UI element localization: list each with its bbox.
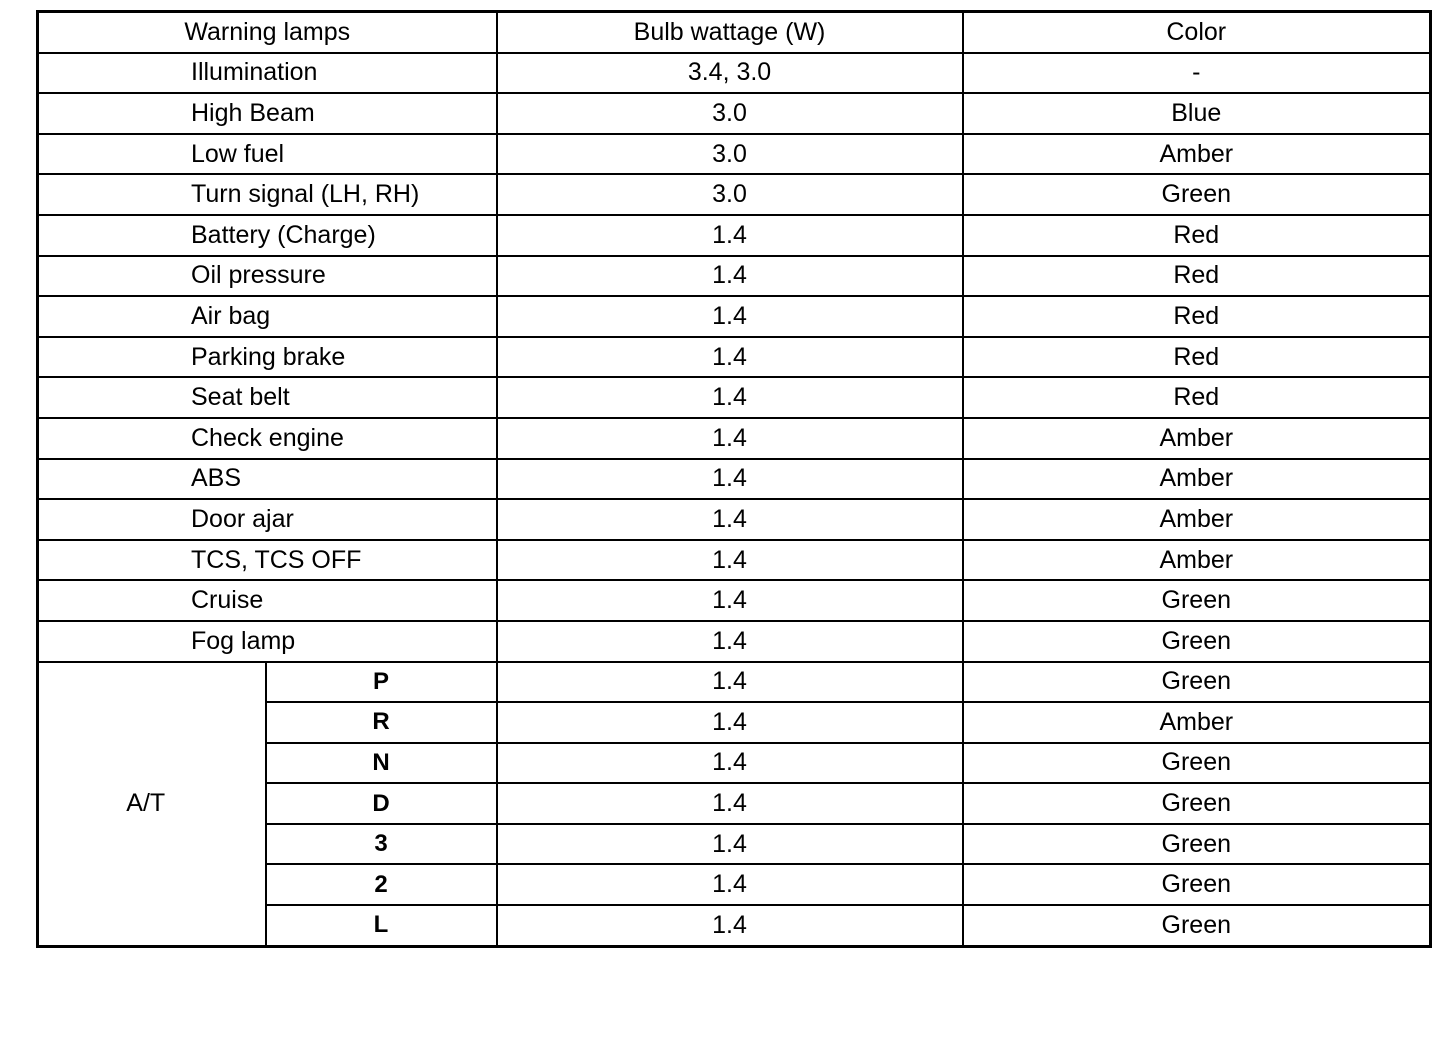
- color-cell: Red: [963, 337, 1431, 378]
- wattage-cell: 1.4: [497, 377, 963, 418]
- color-cell: Green: [963, 864, 1431, 905]
- gear-position-cell: R: [266, 702, 497, 743]
- lamp-name-cell: Cruise: [38, 580, 497, 621]
- table-row: [38, 296, 1431, 337]
- lamp-name-cell: Parking brake: [38, 337, 497, 378]
- table-row: [38, 662, 1431, 703]
- gear-position-cell: P: [266, 662, 497, 703]
- lamp-name-cell: ABS: [38, 459, 497, 500]
- wattage-cell: 1.4: [497, 621, 963, 662]
- color-cell: Amber: [963, 702, 1431, 743]
- color-cell: Red: [963, 296, 1431, 337]
- table-row: [38, 93, 1431, 134]
- color-cell: Amber: [963, 418, 1431, 459]
- table-row: [38, 215, 1431, 256]
- wattage-cell: 1.4: [497, 337, 963, 378]
- wattage-cell: 1.4: [497, 824, 963, 865]
- lamp-name-cell: Check engine: [38, 418, 497, 459]
- color-cell: Green: [963, 743, 1431, 784]
- lamp-name-cell: High Beam: [38, 93, 497, 134]
- wattage-cell: 1.4: [497, 418, 963, 459]
- gear-position-cell: N: [266, 743, 497, 784]
- color-cell: Green: [963, 662, 1431, 703]
- header-warning-lamps: Warning lamps: [38, 12, 497, 53]
- wattage-cell: 3.0: [497, 174, 963, 215]
- lamp-name-cell: Air bag: [38, 296, 497, 337]
- table-row: [38, 134, 1431, 175]
- wattage-cell: 1.4: [497, 499, 963, 540]
- wattage-cell: 1.4: [497, 662, 963, 703]
- wattage-cell: 1.4: [497, 580, 963, 621]
- wattage-cell: 3.0: [497, 93, 963, 134]
- lamp-name-cell: Door ajar: [38, 499, 497, 540]
- lamp-name-cell: Oil pressure: [38, 256, 497, 297]
- table-row: [38, 337, 1431, 378]
- color-cell: Amber: [963, 540, 1431, 581]
- gear-position-cell: D: [266, 783, 497, 824]
- color-cell: Green: [963, 824, 1431, 865]
- table-header-row: [38, 12, 1431, 53]
- table-row: [38, 377, 1431, 418]
- warning-lamp-table: [36, 10, 1432, 948]
- table-row: [38, 418, 1431, 459]
- gear-position-cell: 3: [266, 824, 497, 865]
- wattage-cell: 1.4: [497, 864, 963, 905]
- gear-position-cell: L: [266, 905, 497, 946]
- color-cell: Blue: [963, 93, 1431, 134]
- lamp-name-cell: Turn signal (LH, RH): [38, 174, 497, 215]
- table-row: [38, 499, 1431, 540]
- wattage-cell: 1.4: [497, 905, 963, 946]
- lamp-name-cell: Seat belt: [38, 377, 497, 418]
- wattage-cell: 1.4: [497, 296, 963, 337]
- color-cell: Red: [963, 256, 1431, 297]
- color-cell: -: [963, 53, 1431, 94]
- color-cell: Green: [963, 621, 1431, 662]
- color-cell: Green: [963, 905, 1431, 946]
- color-cell: Red: [963, 377, 1431, 418]
- wattage-cell: 1.4: [497, 215, 963, 256]
- wattage-cell: 3.0: [497, 134, 963, 175]
- table-row: [38, 580, 1431, 621]
- color-cell: Amber: [963, 459, 1431, 500]
- table-row: [38, 621, 1431, 662]
- wattage-cell: 1.4: [497, 702, 963, 743]
- lamp-name-cell: Illumination: [38, 53, 497, 94]
- color-cell: Green: [963, 174, 1431, 215]
- table-row: [38, 53, 1431, 94]
- table-row: [38, 256, 1431, 297]
- wattage-cell: 1.4: [497, 783, 963, 824]
- header-color: Color: [963, 12, 1431, 53]
- lamp-name-cell: Fog lamp: [38, 621, 497, 662]
- lamp-name-cell: TCS, TCS OFF: [38, 540, 497, 581]
- wattage-cell: 1.4: [497, 743, 963, 784]
- gear-position-cell: 2: [266, 864, 497, 905]
- wattage-cell: 1.4: [497, 540, 963, 581]
- lamp-name-cell: Battery (Charge): [38, 215, 497, 256]
- lamp-name-cell: Low fuel: [38, 134, 497, 175]
- wattage-cell: 1.4: [497, 459, 963, 500]
- color-cell: Amber: [963, 134, 1431, 175]
- wattage-cell: 1.4: [497, 256, 963, 297]
- color-cell: Amber: [963, 499, 1431, 540]
- table-row: [38, 174, 1431, 215]
- table-row: [38, 540, 1431, 581]
- header-bulb-wattage: Bulb wattage (W): [497, 12, 963, 53]
- table-row: [38, 459, 1431, 500]
- color-cell: Red: [963, 215, 1431, 256]
- color-cell: Green: [963, 580, 1431, 621]
- color-cell: Green: [963, 783, 1431, 824]
- at-group-label: A/T: [38, 662, 266, 947]
- wattage-cell: 3.4, 3.0: [497, 53, 963, 94]
